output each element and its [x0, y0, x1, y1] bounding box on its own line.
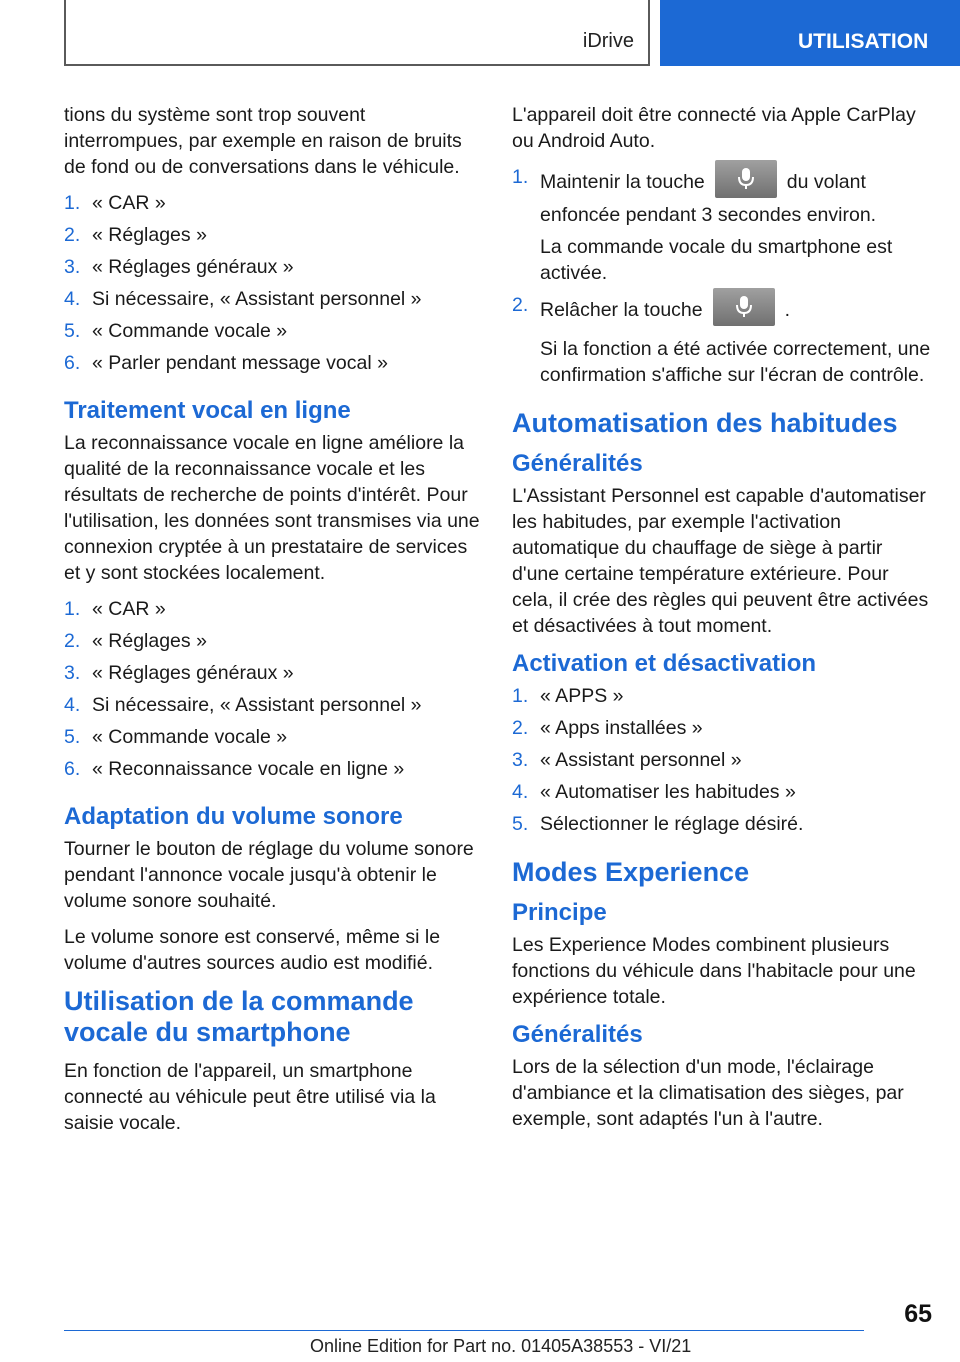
volume-paragraph-1: Tourner le bouton de réglage du volume sonore pendant l'annonce vocale jusqu'à obtenir le volume sonore souhaité. [64, 838, 474, 912]
list-item-text: « Automatiser les habitudes » [540, 781, 796, 803]
list-number: 5. [64, 320, 81, 342]
list-number: 3. [64, 256, 81, 278]
heading-general-1: Généralités [512, 450, 643, 477]
list-item-text: « Réglages généraux » [92, 662, 294, 684]
list-item-text: « Réglages généraux » [92, 256, 294, 278]
list-item [512, 164, 932, 292]
list-item-text: Si nécessaire, « Assistant personnel » [92, 694, 422, 716]
list-number: 1. [64, 192, 81, 214]
list-item-text: « Apps installées » [540, 717, 703, 739]
list-number: 4. [512, 781, 529, 803]
list-number: 3. [64, 662, 81, 684]
general-paragraph-1: L'Assistant Personnel est capable d'automatiser les habitudes, par exemple l'activation automatique du chauffage de siège à partir d'une certaine température extérieure. Pour cela, il crée des règles qui peuvent être activées et désactivées à tout moment. [512, 485, 929, 637]
heading-principe: Principe [512, 899, 607, 926]
heading-activation: Activation et désactivation [512, 650, 817, 677]
list-item [512, 747, 932, 779]
list-number: 5. [64, 726, 81, 748]
list-number: 1. [512, 166, 529, 188]
header-section-box [64, 0, 650, 66]
list-number: 3. [512, 749, 529, 771]
list-number: 1. [64, 598, 81, 620]
list-item [64, 350, 484, 382]
list-number: 1. [512, 685, 529, 707]
list-item-text: Sélectionner le réglage désiré. [540, 813, 804, 835]
list-item [64, 628, 484, 660]
list-number: 2. [64, 224, 81, 246]
list-item-text: Si nécessaire, « Assistant personnel » [92, 288, 422, 310]
heading-volume: Adaptation du volume sonore [64, 803, 403, 830]
right-intro-paragraph: L'appareil doit être connecté via Apple CarPlay ou Android Auto. [512, 104, 916, 152]
list-item-text: « Assistant personnel » [540, 749, 742, 771]
list-number: 5. [512, 813, 529, 835]
list-number: 2. [64, 630, 81, 652]
step-result: La commande vocale du smartphone est activée. [540, 236, 893, 284]
list-item-text: « Reconnaissance vocale en ligne » [92, 758, 405, 780]
list-number: 6. [64, 352, 81, 374]
step-text: Relâcher la touche . [540, 292, 932, 330]
list-item [64, 222, 484, 254]
list-item [512, 715, 932, 747]
smartphone-paragraph: En fonction de l'appareil, un smartphone connecté au véhicule peut être utilisé via la saisie vocale. [64, 1060, 436, 1134]
list-item [64, 254, 484, 286]
list-number: 4. [64, 288, 81, 310]
list-item-text: « CAR » [92, 192, 166, 214]
list-item [64, 724, 484, 756]
microphone-button-icon [715, 160, 777, 198]
list-number: 2. [512, 717, 529, 739]
header-section-title: iDrive [582, 30, 634, 52]
activation-list [512, 683, 932, 843]
list-item-text: « Commande vocale » [92, 320, 288, 342]
list-item-text: « Commande vocale » [92, 726, 288, 748]
list-item [64, 756, 484, 788]
list-number: 4. [64, 694, 81, 716]
voice-button-steps [512, 164, 932, 394]
principe-paragraph: Les Experience Modes combinent plusieurs fonctions du véhicule dans l'habitacle pour une expérience totale. [512, 934, 916, 1008]
settings-list-1 [64, 190, 484, 382]
list-item-text: « APPS » [540, 685, 624, 707]
footer-divider [64, 1330, 864, 1331]
online-voice-paragraph: La reconnaissance vocale en ligne améliore la qualité de la reconnaissance vocale et les résultats de recherche de points d'intérêt. Pour l'utilisation, les données sont transmises via une connexion cryptée à un prestataire de services et y sont stockées localement. [64, 432, 480, 584]
page-number: 65 [904, 1300, 932, 1328]
heading-general-2: Généralités [512, 1021, 643, 1048]
heading-online-voice: Traitement vocal en ligne [64, 397, 351, 424]
microphone-button-icon [713, 288, 775, 326]
general-paragraph-2: Lors de la sélection d'un mode, l'éclairage d'ambiance et la climatisation des sièges, par exemple, sont adaptés l'un à l'autre. [512, 1056, 904, 1130]
list-item [512, 779, 932, 811]
list-item [512, 811, 932, 843]
list-number: 2. [512, 294, 529, 316]
settings-list-2 [64, 596, 484, 788]
list-item-text: « CAR » [92, 598, 166, 620]
list-item [64, 660, 484, 692]
list-item [64, 318, 484, 350]
step-text: Maintenir la touche du volant enfoncée pendant 3 secondes environ. [540, 164, 932, 228]
volume-paragraph-2: Le volume sonore est conservé, même si le volume d'autres sources audio est modifié. [64, 926, 441, 974]
list-item-text: « Réglages » [92, 630, 207, 652]
list-item [512, 292, 932, 394]
list-item-text: « Parler pendant message vocal » [92, 352, 388, 374]
left-column [64, 102, 484, 1146]
heading-automation: Automatisation des habitudes [512, 408, 898, 438]
list-number: 6. [64, 758, 81, 780]
heading-experience-modes: Modes Experience [512, 857, 750, 887]
list-item [64, 190, 484, 222]
intro-paragraph: tions du système sont trop souvent interrompues, par exemple en raison de bruits de fond ou de conversations dans le véhicule. [64, 104, 462, 178]
list-item [64, 596, 484, 628]
list-item-text: « Réglages » [92, 224, 207, 246]
heading-smartphone-voice: Utilisation de la commande vocale du smartphone [64, 986, 414, 1047]
list-item [64, 692, 484, 724]
step-result: Si la fonction a été activée correctement, une confirmation s'affiche sur l'écran de contrôle. [540, 338, 931, 386]
list-item [512, 683, 932, 715]
list-item [64, 286, 484, 318]
right-column [512, 102, 932, 1142]
header-chapter-tab: UTILISATION [660, 0, 960, 66]
footer-edition: Online Edition for Part no. 01405A38553 - VI/21 [310, 1336, 692, 1356]
